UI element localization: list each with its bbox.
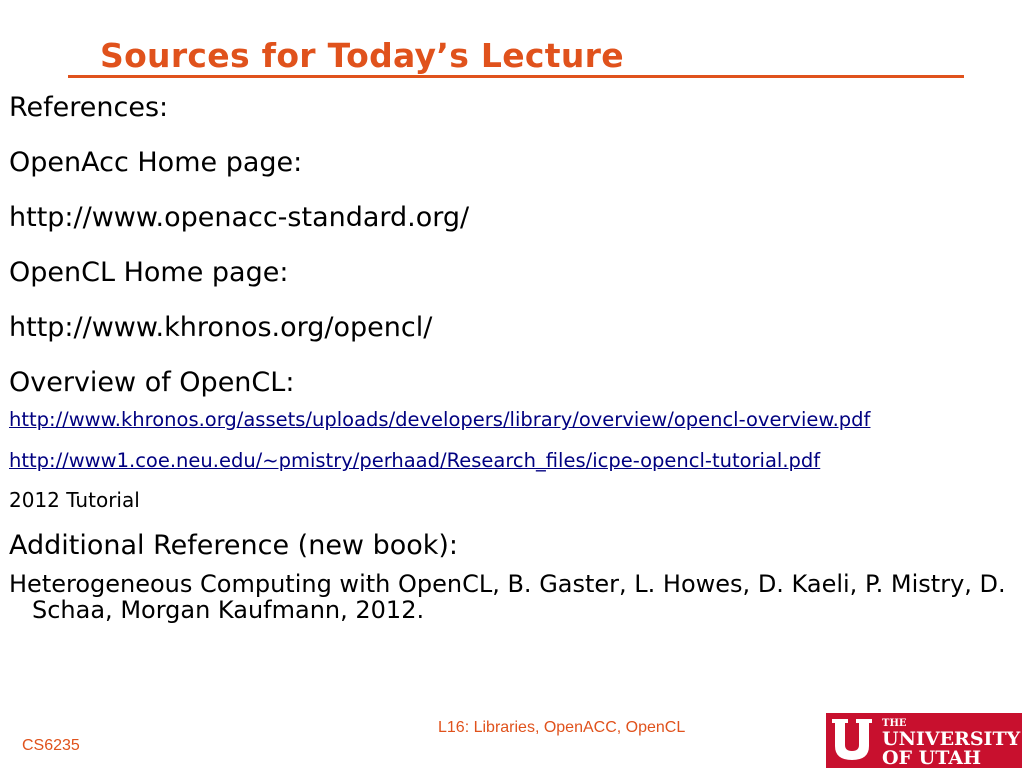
university-of-utah-logo [826,713,1022,768]
opencl-home-label: OpenCL Home page: [9,257,289,289]
additional-reference-heading: Additional Reference (new book): [9,530,459,562]
university-logo-graphic [826,713,1022,768]
book-citation: Heterogeneous Computing with OpenCL, B. Gaster, L. Howes, D. Kaeli, P. Mistry, D. Schaa, Morgan Kaufmann, 2012. [9,570,1006,625]
tutorial-pdf-link[interactable] [9,449,992,472]
slide-title: Sources for Today’s Lecture [100,36,624,75]
tutorial-pdf-link-text[interactable]: http://www1.coe.neu.edu/~pmistry/perhaad/Research_files/icpe-opencl-tutorial.pdf [9,449,821,473]
logo-the-text: THE [882,718,907,729]
footer-course-number: CS6235 [22,737,80,754]
logo-of-utah-text: OF UTAH [882,747,982,768]
overview-heading: Overview of OpenCL: [9,367,295,399]
overview-pdf-link[interactable] [9,408,992,431]
footer-lecture-title: L16: Libraries, OpenACC, OpenCL [438,719,686,736]
slide-content [9,92,1009,623]
opencl-url: http://www.khronos.org/opencl/ [9,312,433,344]
openacc-home-label: OpenAcc Home page: [9,147,303,179]
tutorial-note: 2012 Tutorial [9,488,140,513]
overview-pdf-link-text[interactable]: http://www.khronos.org/assets/uploads/developers/library/overview/opencl-overview.pdf [9,408,871,432]
references-heading: References: [9,92,169,123]
title-underline [68,75,964,78]
openacc-url: http://www.openacc-standard.org/ [9,202,470,234]
logo-university-text: UNIVERSITY [882,728,1021,750]
